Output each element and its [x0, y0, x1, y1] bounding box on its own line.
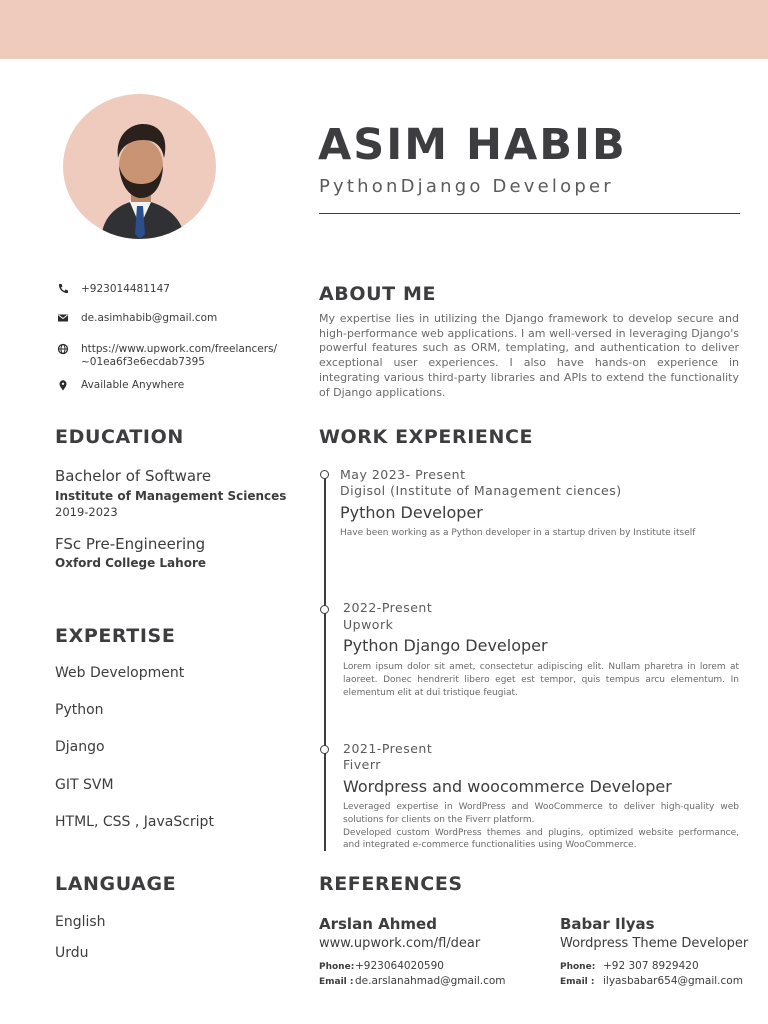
- reference-email-value[interactable]: ilyasbabar654@gmail.com: [603, 975, 743, 987]
- job-role: Python Django Developer: [343, 636, 548, 655]
- reference-name: Arslan Ahmed: [319, 915, 437, 933]
- header-divider: [319, 213, 740, 214]
- contact-phone: [57, 283, 170, 296]
- timeline-line: [324, 476, 326, 851]
- education-years: 2019-2023: [55, 505, 118, 519]
- expertise-item: Python: [55, 702, 104, 718]
- job-role: Python Developer: [340, 503, 483, 522]
- location-pin-icon: [57, 379, 69, 391]
- job-company: Upwork: [343, 617, 394, 632]
- phone-label: Phone:: [560, 962, 596, 972]
- job-date: 2022-Present: [343, 600, 433, 615]
- contact-location-text: Available Anywhere: [81, 379, 185, 391]
- job-description: Have been working as a Python developer in a startup driven by Institute itself: [340, 528, 696, 538]
- contact-website-text[interactable]: https://www.upwork.com/freelancers/ ~01ea6f3e6ecdab7395: [81, 343, 278, 368]
- timeline-dot: [320, 605, 329, 614]
- header-accent-bar: [0, 0, 768, 59]
- candidate-name: ASIM HABIB: [318, 120, 627, 170]
- phone-label: Phone:: [319, 962, 355, 972]
- timeline-dot: [320, 745, 329, 754]
- education-institution: Institute of Management Sciences: [55, 489, 287, 503]
- about-heading: ABOUT ME: [319, 283, 437, 305]
- reference-website[interactable]: www.upwork.com/fl/dear: [319, 936, 481, 951]
- reference-role: Wordpress Theme Developer: [560, 936, 749, 951]
- job-description: Lorem ipsum dolor sit amet, consectetur adipiscing elit. Nullam pharetra in lorem at laoreet. Donec hendrerit libero eget est tempor, quis tempus arcu elementum. In elementum elit at dui tristique feugiat.: [343, 662, 739, 698]
- job-description: Leveraged expertise in WordPress and WooCommerce to deliver high-quality web solutions for clients on the Fiverr platform. Developed custom WordPress themes and plugins, optimized website performance, and integrated e-commerce functionalities using WooCommerce.: [343, 802, 739, 851]
- reference-phone-value: +92 307 8929420: [603, 960, 699, 972]
- timeline-dot: [320, 470, 329, 479]
- email-label: Email :: [560, 977, 595, 987]
- job-date: 2021-Present: [343, 741, 433, 756]
- profile-photo: [63, 94, 216, 239]
- reference-email: [319, 975, 506, 987]
- email-label: Email :: [319, 977, 354, 987]
- job-role: Wordpress and woocommerce Developer: [343, 777, 672, 796]
- phone-icon: [57, 283, 69, 295]
- portrait-illustration: [63, 94, 216, 239]
- mail-icon: [57, 312, 69, 324]
- reference-phone-value: +923064020590: [355, 960, 444, 972]
- expertise-item: Web Development: [55, 665, 185, 681]
- job-date: May 2023- Present: [340, 467, 466, 482]
- expertise-heading: EXPERTISE: [55, 625, 176, 647]
- reference-email-value[interactable]: de.arslanahmad@gmail.com: [355, 975, 506, 987]
- reference-name: Babar Ilyas: [560, 915, 655, 933]
- globe-icon: [57, 343, 69, 355]
- contact-location: [57, 379, 184, 392]
- job-company: Fiverr: [343, 757, 381, 772]
- references-heading: REFERENCES: [319, 873, 463, 895]
- contact-phone-text: +923014481147: [81, 283, 170, 295]
- education-institution: Oxford College Lahore: [55, 556, 207, 570]
- expertise-item: HTML, CSS , JavaScript: [55, 814, 214, 830]
- expertise-item: GIT SVM: [55, 777, 114, 793]
- education-heading: EDUCATION: [55, 426, 184, 448]
- reference-phone: [319, 960, 444, 972]
- language-item: Urdu: [55, 945, 89, 961]
- language-heading: LANGUAGE: [55, 873, 177, 895]
- education-degree: Bachelor of Software: [55, 467, 212, 485]
- reference-phone: [560, 960, 699, 972]
- job-company: Digisol (Institute of Management ciences): [340, 483, 622, 498]
- language-item: English: [55, 914, 106, 930]
- contact-email-text[interactable]: de.asimhabib@gmail.com: [81, 312, 218, 324]
- reference-email: [560, 975, 743, 987]
- contact-website: [57, 343, 277, 369]
- expertise-item: Django: [55, 739, 105, 755]
- contact-email: [57, 312, 217, 325]
- about-text: My expertise lies in utilizing the Django framework to develop secure and high-performance web applications. I am well-versed in leveraging Django's powerful features such as ORM, templating, and authentication to deliver exceptional user experiences. I also have hands-on experience in integrating various third-party libraries and APIs to extend the functionality of Django applications.: [319, 312, 739, 399]
- work-heading: WORK EXPERIENCE: [319, 426, 534, 448]
- education-degree: FSc Pre-Engineering: [55, 535, 206, 553]
- job-title: PythonDjango Developer: [319, 176, 614, 197]
